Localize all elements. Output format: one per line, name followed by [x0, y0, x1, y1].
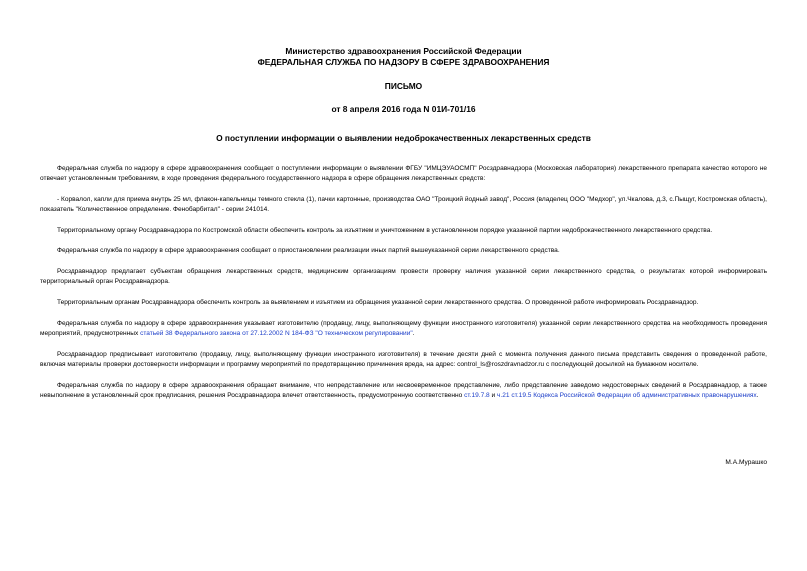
- document-body: [40, 164, 767, 402]
- paragraph-4: Федеральная служба по надзору в сфере здравоохранения сообщает о приостановлении реализации иных партий вышеуказанной серии лекарственного средства.: [57, 247, 560, 255]
- article-19-7-8-link[interactable]: ст.19.7.8: [464, 392, 490, 400]
- paragraph-5: Росздравнадзор предлагает субъектам обращения лекарственных средств, медицинским организациям провести проверку наличия указанной серии лекарственного средства, о результатах которой информировать территориальный орган Росздравнадзора.: [40, 268, 767, 286]
- paragraph-2: - Корвалол, капли для приема внутрь 25 мл, флакон-капельницы темного стекла (1), пачки картонные, производства ОАО "Троицкий йодный завод", Россия (владелец ООО "Медхор", ул.Чкалова, д.3, с.Пыщуг, Костромская область), показатель "Количественное определение. Фенобарбитал" - серии 241014.: [40, 195, 767, 213]
- paragraph-7-end: .: [412, 330, 415, 338]
- paragraph-9-text: Федеральная служба по надзору в сфере здравоохранения обращает внимание, что непредставление или несвоевременное представление, либо представление заведомо недостоверных сведений в Росздравнадзор, а также невыполнение в установленный срок предписания, решения Росздравнадзора влечет ответственность, предусмотренную соответственно: [40, 381, 767, 400]
- document-subject: О поступлении информации о выявлении недоброкачественных лекарственных средств: [216, 133, 591, 143]
- paragraph-9-end: .: [756, 392, 759, 400]
- paragraph-9-mid: и: [489, 392, 497, 400]
- paragraph-8: Росздравнадзор предписывает изготовителю (продавцу, лицу, выполняющему функции иностранного изготовителя) в течение десяти дней с момента получения данного письма представить сведения о проведенной работе, включая материалы проверки достоверности информации и программу мероприятий по предотвращению причинения вреда, на адрес: control_ls@roszdravnadzor.ru с последующей досылкой на бумажном носителе.: [40, 350, 767, 369]
- service-name: ФЕДЕРАЛЬНАЯ СЛУЖБА ПО НАДЗОРУ В СФЕРЕ ЗДРАВООХРАНЕНИЯ: [257, 56, 550, 67]
- signature: М.А.Мурашко: [725, 459, 767, 466]
- paragraph-6: Территориальным органам Росздравнадзора обеспечить контроль за выявлением и изъятием из обращения указанной серии лекарственного средства. О проведенной работе информировать Росздравнадзор.: [57, 299, 699, 307]
- ministry-name: Министерство здравоохранения Российской Федерации: [285, 46, 522, 56]
- law-184-fz-link[interactable]: статьей 38 Федерального закона от 27.12.2002 N 184-ФЗ "О техническом регулировании": [140, 330, 413, 338]
- document-date-number: от 8 апреля 2016 года N 01И-701/16: [331, 103, 476, 114]
- document-header: [40, 46, 767, 144]
- paragraph-3: Территориальному органу Росздравнадзора по Костромской области обеспечить контроль за изъятием и уничтожением в установленном порядке указанной партии недоброкачественного лекарственного средства.: [57, 226, 713, 234]
- paragraph-7-text: Федеральная служба по надзору в сфере здравоохранения указывает изготовителю (продавцу, лицу, выполняющему функции иностранного изготовителя) указанной серии лекарственного средства на необходимость проведения мероприятий, предусмотренных: [40, 319, 767, 338]
- paragraph-1: Федеральная служба по надзору в сфере здравоохранения сообщает о поступлении информации о выявлении ФГБУ "ИМЦЭУАОСМП" Росздравнадзора (Московская лаборатория) лекарственного препарата качество которого не отвечает установленным требованиям, в ходе проведения федерального государственного надзора в сфере обращения лекарственных средств:: [40, 164, 767, 182]
- paragraph-9: [40, 381, 767, 401]
- koap-article-19-5-link[interactable]: ч.21 ст.19.5 Кодекса Российской Федерации об административных правонарушениях: [496, 392, 757, 400]
- document-type: ПИСЬМО: [384, 81, 423, 91]
- paragraph-7: [40, 319, 767, 339]
